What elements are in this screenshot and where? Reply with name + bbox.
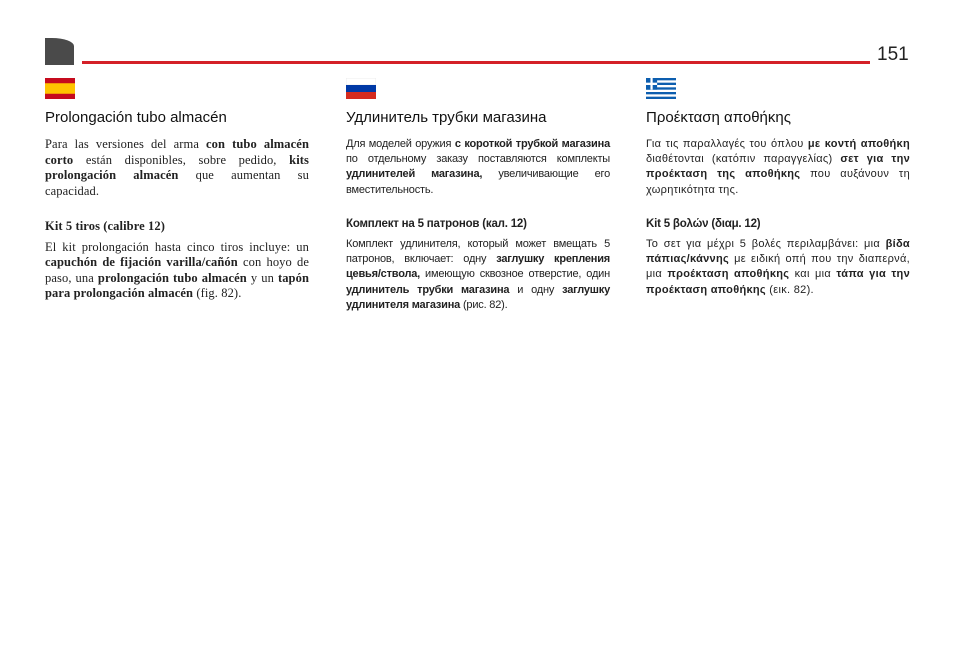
page-number: 151 <box>877 44 909 65</box>
text-run: Комплект удлинителя, который может вмещать 5 патронов, включает: одну <box>346 238 610 266</box>
bold-term: capuchón de fijación varilla/cañón <box>45 255 238 269</box>
text-run: и одну <box>509 283 563 296</box>
bold-term: kits prolongación almacén <box>45 152 309 182</box>
bold-term: удлинитель трубки магазина <box>346 283 510 296</box>
bold-term: με κοντή αποθήκη <box>807 138 910 150</box>
text-run: El kit prolongación hasta cinco tiros incluye: un <box>45 239 309 254</box>
bold-term: con tubo almacén corto <box>45 137 309 167</box>
subsection-title: Kit 5 tiros (calibre 12) <box>45 219 165 233</box>
intro-paragraph <box>45 137 309 199</box>
text-run: (fig. 82). <box>193 286 242 300</box>
header-rule <box>82 61 870 64</box>
bold-term: σετ για την προέκταση της αποθήκης <box>646 153 911 181</box>
subsection-title: Kit 5 βολών (διαμ. 12) <box>646 217 761 230</box>
subsection-title: Комплект на 5 патронов (кал. 12) <box>346 217 527 230</box>
text-run: con hoyo de paso, una <box>45 255 310 285</box>
text-run: και μια <box>789 268 837 281</box>
bold-term: удлинителей магазина, <box>346 168 483 181</box>
kit-description <box>646 237 910 298</box>
text-run: que aumentan su capacidad. <box>45 168 310 198</box>
bold-term: заглушку удлинителя магазина <box>346 283 610 311</box>
greece-flag-icon <box>646 78 676 99</box>
text-run: διαθέτονται (κατόπιν παραγγελίας) <box>646 153 841 166</box>
intro-paragraph <box>346 137 610 198</box>
text-run: имеющую сквозное отверстие, один <box>420 268 610 281</box>
text-run: están disponibles, sobre pedido, <box>73 152 290 167</box>
bold-term: προέκταση αποθήκης <box>667 268 790 281</box>
section-title: Προέκταση αποθήκης <box>646 109 791 126</box>
text-run: Для моделей оружия <box>346 138 455 150</box>
bold-term: βίδα πάπιας/κάννης <box>646 238 910 266</box>
bold-term: tapón para prolongación almacén <box>45 270 310 300</box>
bold-term: prolongación tubo almacén <box>97 270 247 285</box>
text-run: Para las versiones del arma <box>45 137 207 151</box>
text-run: Το σετ για μέχρι 5 βολές περιλαμβάνει: μια <box>646 238 886 251</box>
section-title: Удлинитель трубки магазина <box>346 109 547 126</box>
spain-flag-icon <box>45 78 75 99</box>
intro-paragraph <box>646 137 910 198</box>
russia-flag-icon <box>346 78 376 99</box>
text-run: y un <box>246 270 278 285</box>
kit-description <box>346 237 610 313</box>
text-run: που αυξάνουν τη χωρητικότητα της. <box>646 168 910 196</box>
bold-term: τάπα για την προέκταση αποθήκης <box>646 268 910 296</box>
bold-term: заглушку крепления цевья/ствола, <box>346 253 610 281</box>
column-spanish <box>45 78 309 302</box>
text-run: увеличивающие его вместительность. <box>346 168 610 196</box>
section-title: Prolongación tubo almacén <box>45 109 227 126</box>
bold-term: с короткой трубкой магазина <box>454 138 610 150</box>
kit-description <box>45 240 309 302</box>
column-greek <box>646 78 910 298</box>
text-run: Για τις παραλλαγές του όπλου <box>646 138 808 150</box>
text-run: (рис. 82). <box>460 298 508 311</box>
text-run: με ειδική οπή που την διαπερνά, μια <box>646 253 910 281</box>
corner-tab-decoration <box>45 38 74 65</box>
text-run: (εικ. 82). <box>765 283 814 296</box>
text-run: по отдельному заказу поставляются комплекты <box>346 153 610 166</box>
column-russian <box>346 78 610 313</box>
